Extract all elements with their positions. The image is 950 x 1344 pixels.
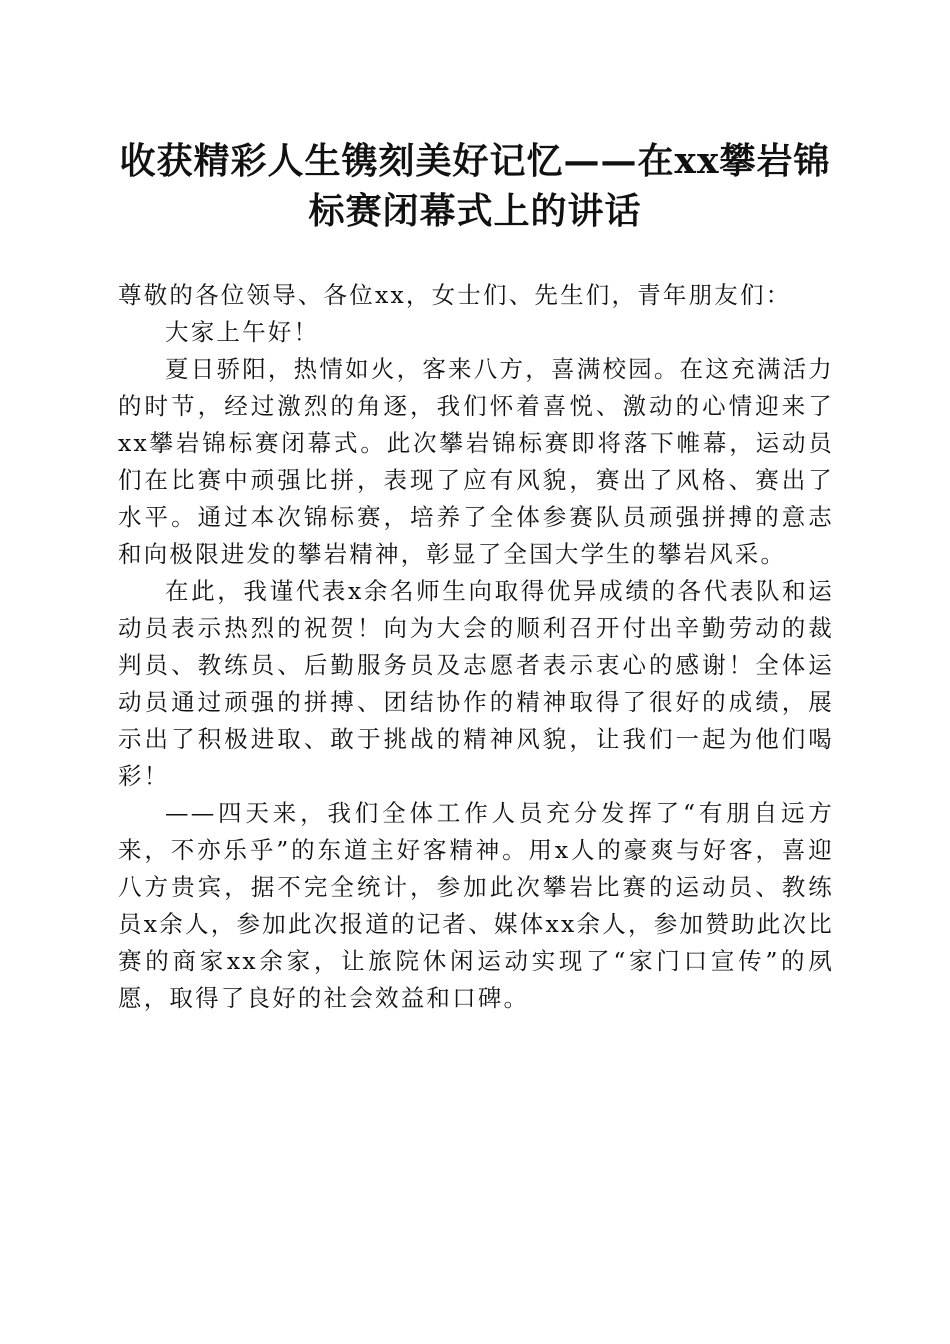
paragraph-2: 在此，我谨代表x余名师生向取得优异成绩的各代表队和运动员表示热烈的祝贺！向为大会的顺利召开付出辛勤劳动的裁判员、教练员、后勤服务员及志愿者表示衷心的感谢！全体运动员通过顽强的拼搏、团结协作的精神取得了很好的成绩，展示出了积极进取、敢于挑战的精神风貌，让我们一起为他们喝彩！ [118, 577, 834, 790]
salutation: 尊敬的各位领导、各位xx，女士们、先生们，青年朋友们： [118, 281, 792, 309]
document-title [100, 136, 850, 236]
paragraph-1: 夏日骄阳，热情如火，客来八方，喜满校园。在这充满活力的时节，经过激烈的角逐，我们怀着喜悦、激动的心情迎来了xx攀岩锦标赛闭幕式。此次攀岩锦标赛即将落下帷幕，运动员们在比赛中顽强比拼，表现了应有风貌，赛出了风格、赛出了水平。通过本次锦标赛，培养了全体参赛队员顽强拼搏的意志和向极限进发的攀岩精神，彰显了全国大学生的攀岩风采。 [118, 355, 834, 568]
title-line-2: 标赛闭幕式上的讲话 [308, 190, 642, 232]
document-body [118, 277, 834, 1017]
title-line-1: 收获精彩人生镌刻美好记忆——在xx攀岩锦 [119, 140, 831, 182]
paragraph-3: ——四天来，我们全体工作人员充分发挥了“有朋自远方来，不亦乐乎”的东道主好客精神。用x人的豪爽与好客，喜迎八方贵宾，据不完全统计，参加此次攀岩比赛的运动员、教练员x余人，参加此次报道的记者、媒体xx余人，参加赞助此次比赛的商家xx余家，让旅院休闲运动实现了“家门口宣传”的夙愿，取得了良好的社会效益和口碑。 [118, 799, 834, 1012]
greeting: 大家上午好！ [165, 318, 320, 346]
